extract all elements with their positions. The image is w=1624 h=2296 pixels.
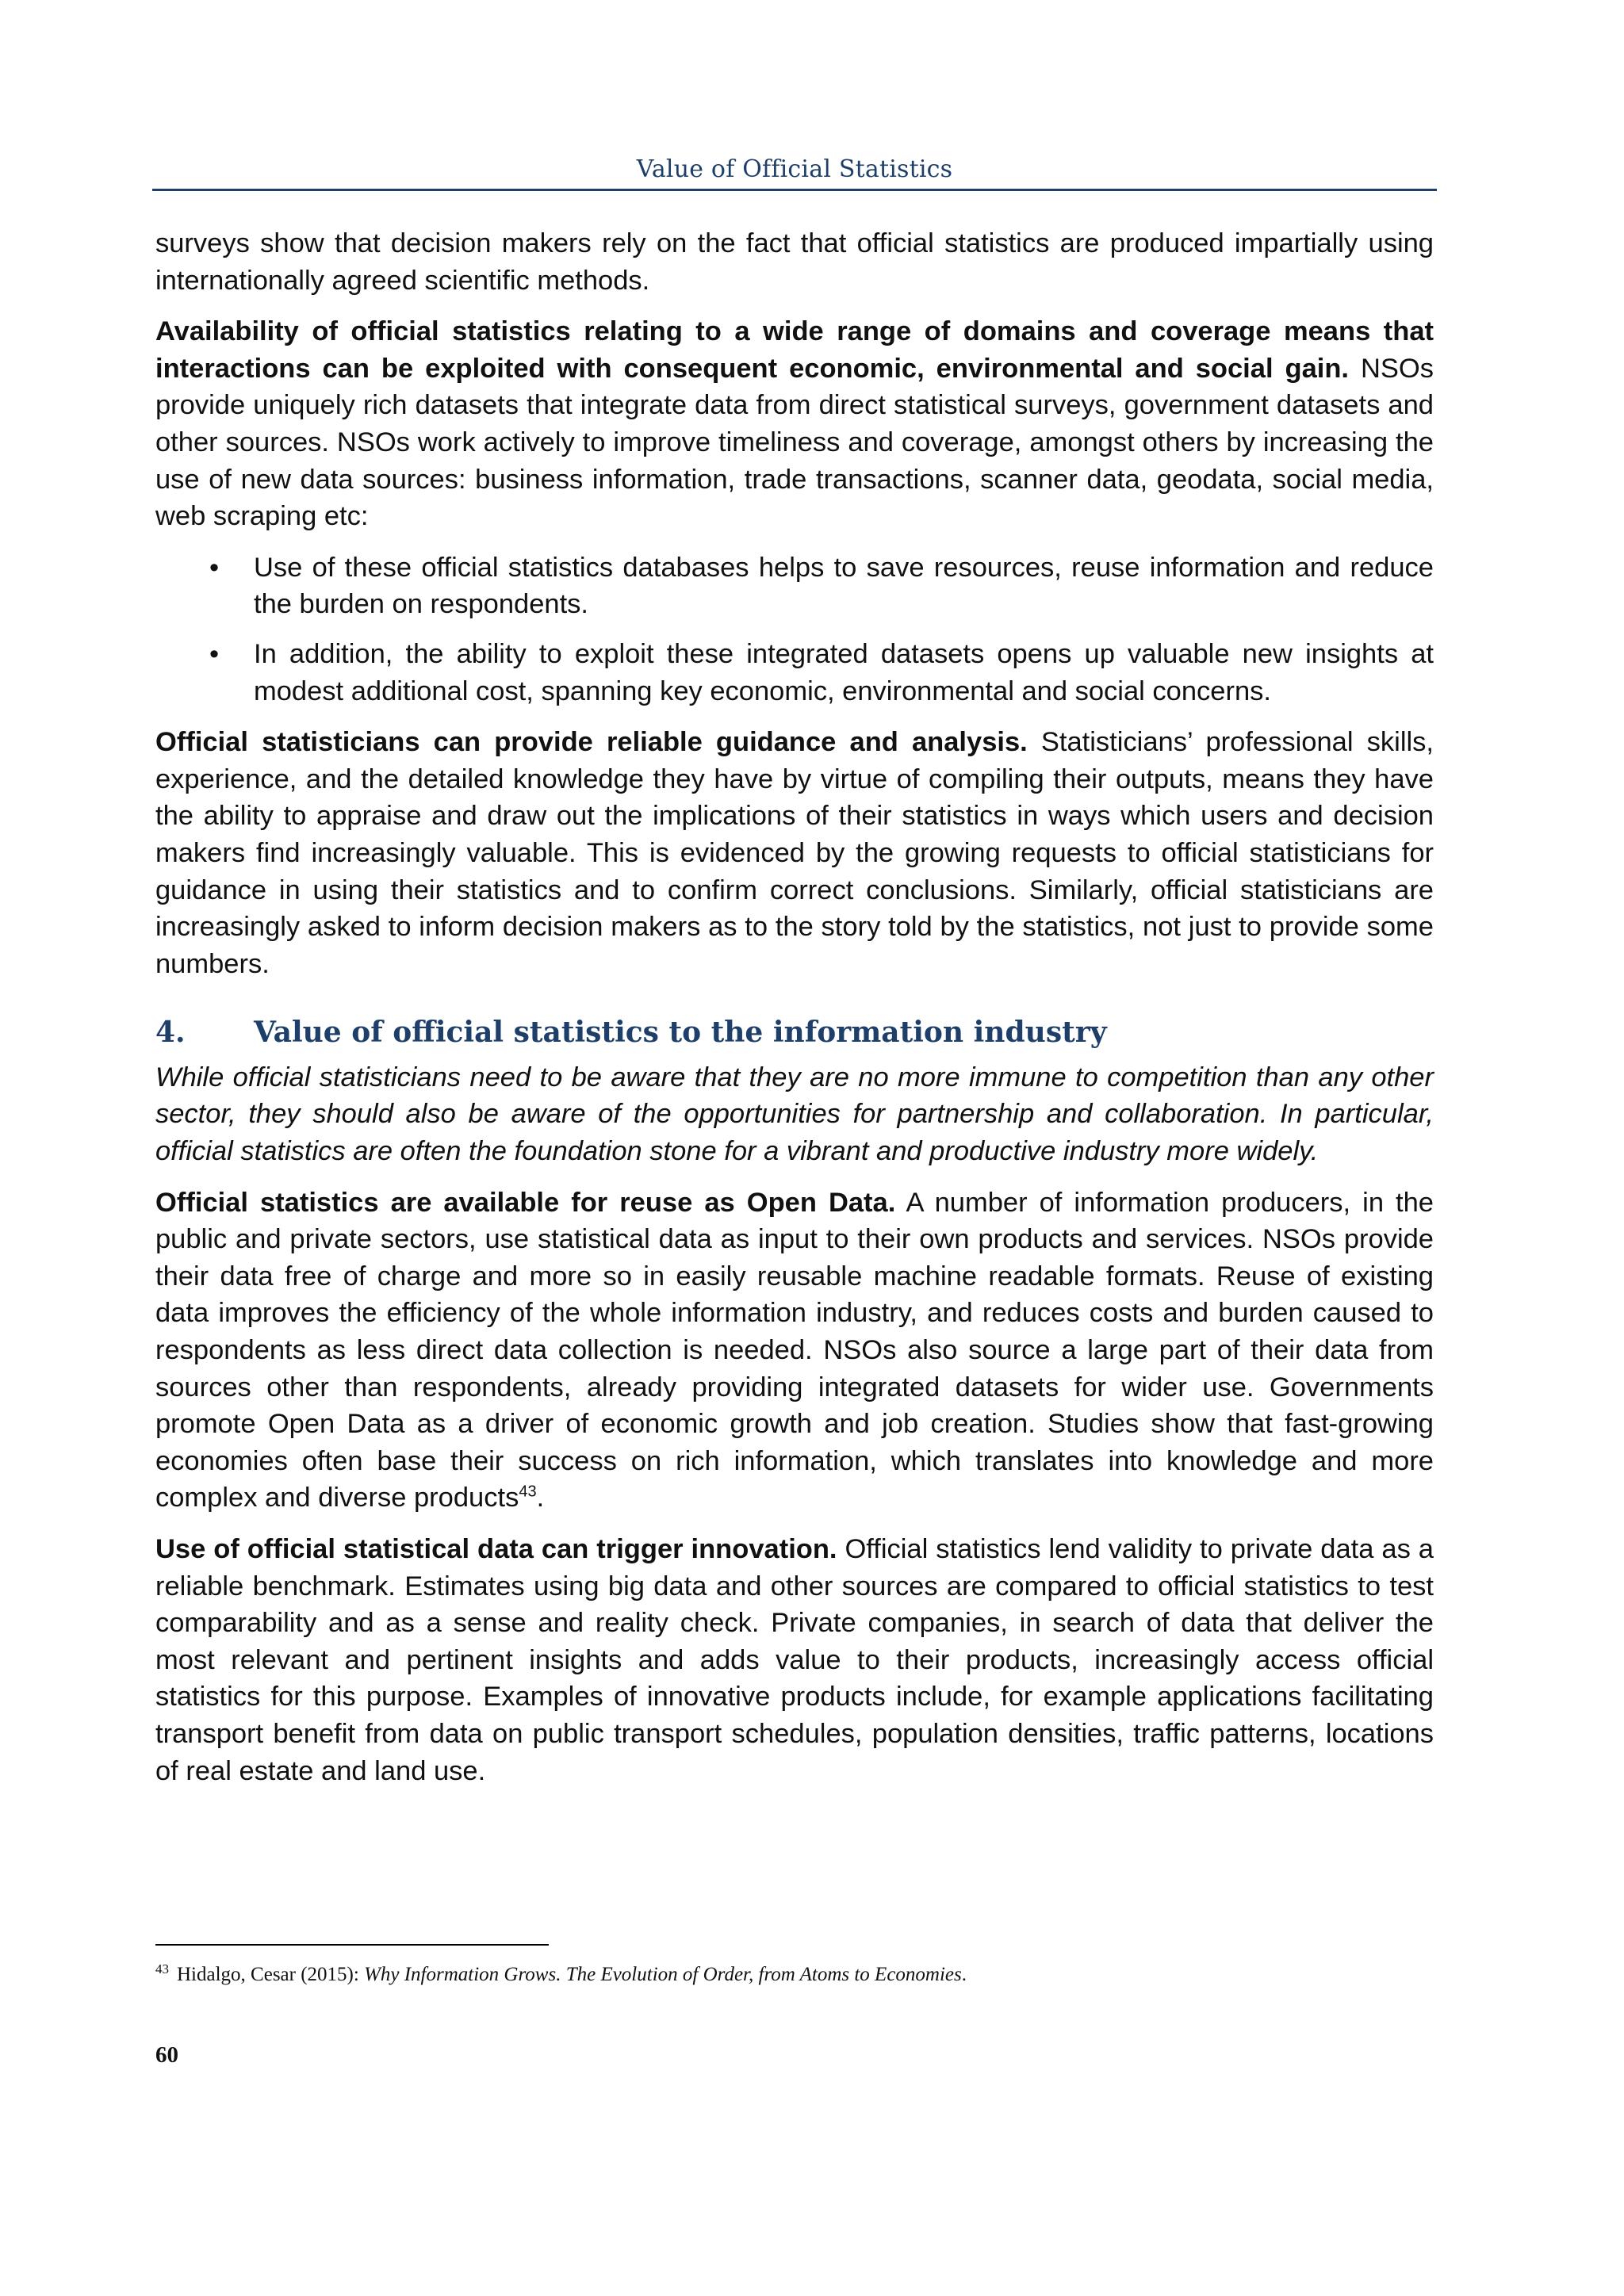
footnote-separator	[155, 1944, 549, 1946]
body-text	[155, 225, 1434, 1804]
page-number: 60	[155, 2042, 178, 2068]
footnote-reference[interactable]: 43	[519, 1483, 537, 1501]
running-header: Value of Official Statistics	[636, 155, 953, 183]
bullet-marker: •	[209, 638, 220, 669]
paragraph-guidance-text: Statisticians’ professional skills, experience, and the detailed knowledge they have by virtue of compiling their outputs, means they have the ability to appraise and draw out the implications of their statistics in ways which users and decision makers find increasingly valuable. This is evidenced by the growing requests to official statisticians for guidance in using their statistics and to confirm correct conclusions. Similarly, official statisticians are increasingly asked to inform decision makers as to the story told by the statistics, not just to provide some numbers.	[155, 727, 1434, 979]
paragraph-innovation-text: Official statistics lend validity to private data as a reliable benchmark. Estimates using big data and other sources are compared to official statistics to test comparability and as a sense and reality check. Private companies, in search of data that deliver the most relevant and pertinent insights and adds value to their products, increasingly access official statistics for this purpose. Examples of innovative products include, for example applications facilitating transport benefit from data on public transport schedules, population densities, traffic patterns, locations of real estate and land use.	[155, 1534, 1434, 1786]
paragraph-availability	[155, 313, 1434, 535]
paragraph-surveys: surveys show that decision makers rely on the fact that official statistics are produced impartially using internationally agreed scientific methods.	[155, 228, 1434, 296]
paragraph-open-data	[155, 1184, 1434, 1517]
paragraph-open-data-text: A number of information producers, in the public and private sectors, use statistical data as input to their own products and services. NSOs provide their data free of charge and more so in easily reusable machine readable formats. Reuse of existing data improves the efficiency of the whole information industry, and reduces costs and burden caused to respondents as less direct data collection is needed. NSOs also source a large part of their data from sources other than respondents, already providing integrated datasets for wider use. Governments promote Open Data as a driver of economic growth and job creation. Studies show that fast-growing economies often base their success on rich information, which translates into knowledge and more complex and diverse products	[155, 1187, 1434, 1513]
header-rule	[152, 189, 1437, 191]
footnote-title: Why Information Grows. The Evolution of Order, from Atoms to Economies	[364, 1964, 962, 1985]
footnote	[155, 1961, 1434, 1988]
paragraph-innovation	[155, 1531, 1434, 1789]
paragraph-open-data-lead: Official statistics are available for reuse as Open Data.	[155, 1187, 896, 1218]
list-item	[155, 549, 1434, 623]
section-lead-paragraph: While official statisticians need to be aware that they are no more immune to competition than any other sector, they should also be aware of the opportunities for partnership and collaboration. In particular, official statistics are often the foundation stone for a vibrant and productive industry more widely.	[155, 1062, 1434, 1167]
list-item-text: Use of these official statistics databases helps to save resources, reuse information and reduce the burden on respondents.	[254, 552, 1434, 620]
paragraph-availability-text: NSOs provide uniquely rich datasets that integrate data from direct statistical surveys, government datasets and other sources. NSOs work actively to improve timeliness and coverage, amongst others by increasing the use of new data sources: business information, trade transactions, scanner data, geodata, social media, web scraping etc:	[155, 353, 1434, 532]
section-number: 4.	[155, 1016, 186, 1050]
list-item	[155, 636, 1434, 710]
bullet-marker: •	[209, 552, 220, 583]
bullet-list	[155, 549, 1434, 710]
paragraph-availability-lead: Availability of official statistics relating to a wide range of domains and coverage means that interactions can be exploited with consequent economic, environmental and social gain.	[155, 316, 1434, 384]
footnote-number: 43	[155, 1961, 169, 1976]
section-heading	[155, 1014, 1434, 1051]
list-item-text: In addition, the ability to exploit these integrated datasets opens up valuable new insights at modest additional cost, spanning key economic, environmental and social concerns.	[254, 638, 1434, 706]
paragraph-guidance	[155, 724, 1434, 982]
footnote-end: .	[961, 1964, 967, 1985]
paragraph-open-data-end: .	[536, 1483, 545, 1513]
paragraph-guidance-lead: Official statisticians can provide reliable guidance and analysis.	[155, 727, 1028, 758]
paragraph-innovation-lead: Use of official statistical data can trigger innovation.	[155, 1534, 837, 1564]
section-title: Value of official statistics to the information industry	[254, 1016, 1107, 1050]
footnote-author: Hidalgo, Cesar (2015):	[177, 1964, 365, 1985]
